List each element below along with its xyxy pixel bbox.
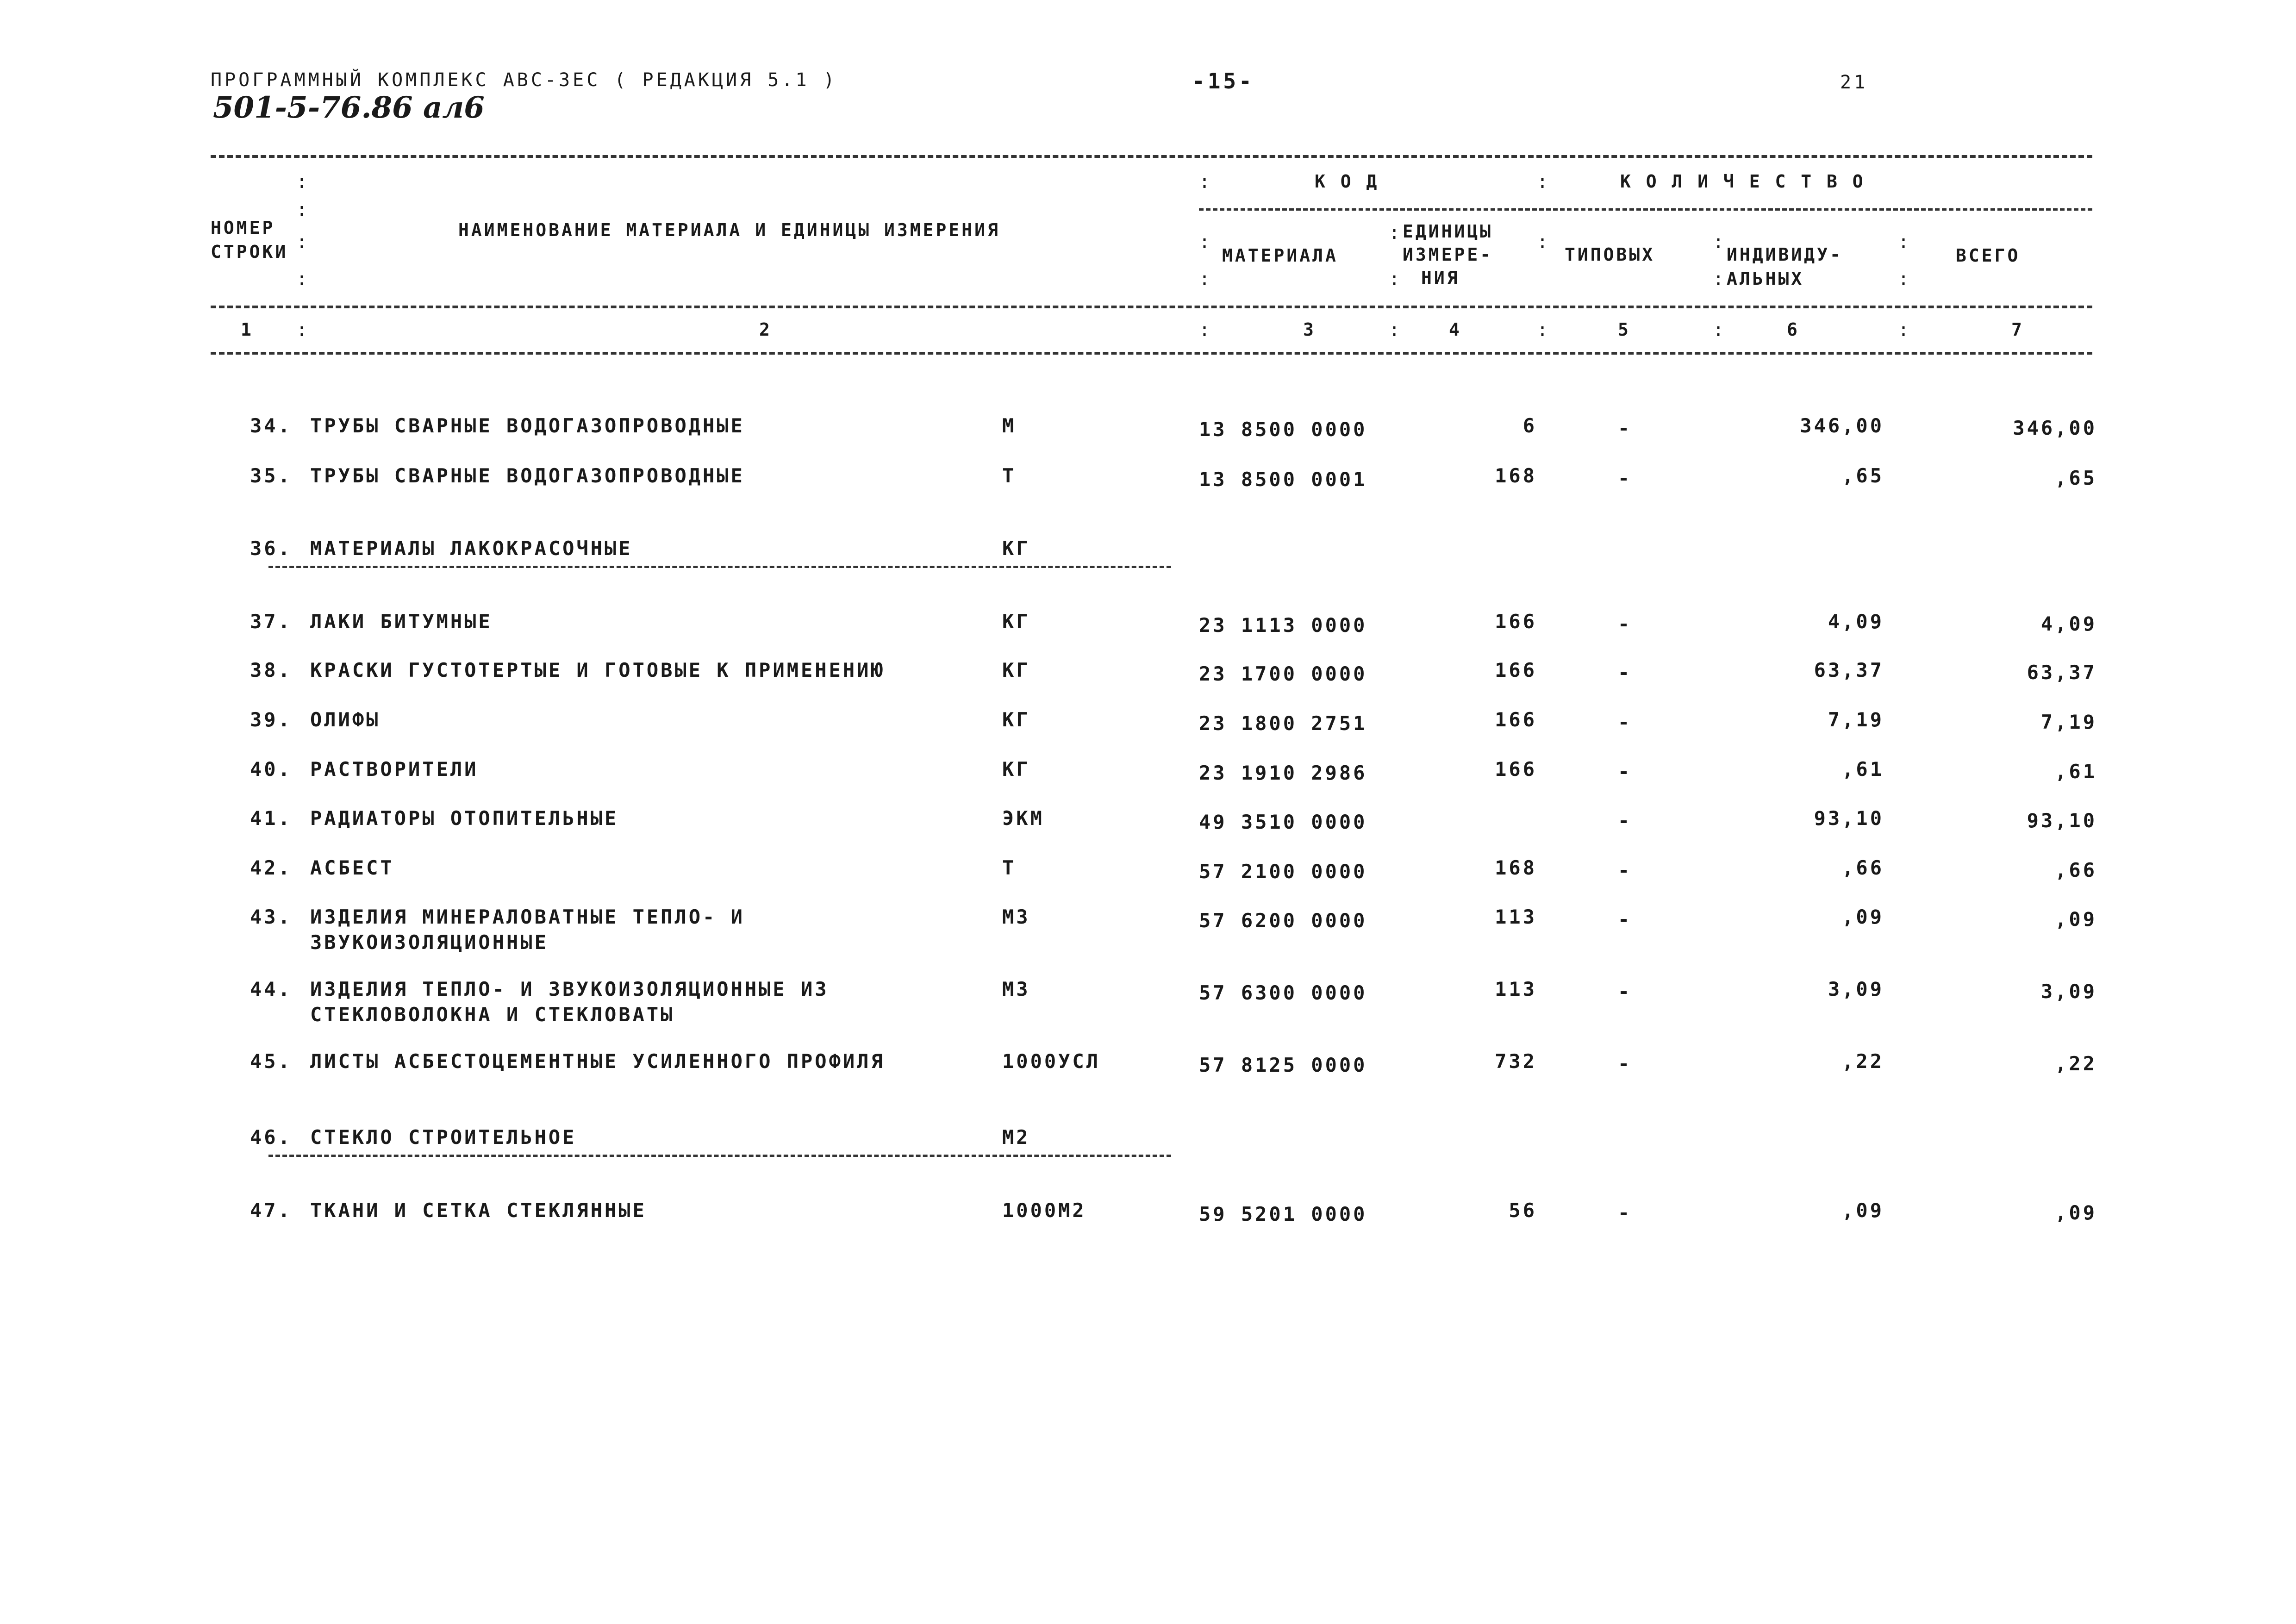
individual-quantity: 3,09 (1828, 978, 1884, 1000)
unit-of-measure: КГ (1002, 537, 1030, 560)
col-separator: : (1199, 231, 1210, 253)
unit-code: 56 (1509, 1199, 1537, 1222)
material-name: ТРУБЫ СВАРНЫЕ ВОДОГАЗОПРОВОДНЫЕ (310, 464, 745, 487)
header-code-unit-2: ИЗМЕРЕ- (1403, 244, 1493, 265)
header-typical: ТИПОВЫХ (1565, 244, 1655, 265)
unit-code: 113 (1495, 906, 1537, 928)
col-separator: : (1537, 319, 1548, 341)
material-code: 13 8500 0001 (1199, 468, 1367, 491)
total-quantity: 7,19 (2040, 711, 2097, 733)
unit-code: 166 (1495, 758, 1537, 781)
header-quantity-group: К О Л И Ч Е С Т В О (1620, 171, 1866, 192)
col-separator: : (1898, 231, 1909, 253)
col-separator: : (296, 231, 308, 253)
material-name-continued: ЗВУКОИЗОЛЯЦИОННЫЕ (310, 931, 549, 954)
material-name: ЛАКИ БИТУМНЫЕ (310, 610, 493, 633)
header-total: ВСЕГО (1956, 245, 2021, 266)
typical-quantity: - (1617, 809, 1632, 832)
total-quantity: 3,09 (2040, 980, 2097, 1003)
row-number: 37. (250, 610, 292, 633)
material-code: 57 8125 0000 (1199, 1054, 1367, 1076)
total-quantity: ,09 (2055, 908, 2097, 931)
typical-quantity: - (1617, 1201, 1632, 1224)
col-separator: : (1199, 269, 1210, 290)
unit-of-measure: М (1002, 414, 1017, 437)
material-name: ТКАНИ И СЕТКА СТЕКЛЯННЫЕ (310, 1199, 647, 1222)
individual-quantity: 4,09 (1828, 610, 1884, 633)
unit-code: 113 (1495, 978, 1537, 1000)
unit-of-measure: КГ (1002, 610, 1030, 633)
row-number: 44. (250, 978, 292, 1000)
row-number: 39. (250, 708, 292, 731)
typical-quantity: - (1617, 661, 1632, 684)
material-name: ИЗДЕЛИЯ ТЕПЛО- И ЗВУКОИЗОЛЯЦИОННЫЕ ИЗ (310, 978, 829, 1000)
header-row-number-2: СТРОКИ (211, 242, 288, 262)
material-name-continued: СТЕКЛОВОЛОКНА И СТЕКЛОВАТЫ (310, 1003, 675, 1026)
material-code: 23 1800 2751 (1199, 712, 1367, 735)
col-separator: : (1199, 171, 1210, 193)
group-underline (268, 1155, 1171, 1157)
row-number: 36. (250, 537, 292, 560)
material-code: 57 6300 0000 (1199, 981, 1367, 1004)
individual-quantity: ,22 (1842, 1050, 1884, 1073)
col-number-7: 7 (2011, 319, 2024, 340)
code-group-rule (1199, 208, 2092, 211)
material-name: ИЗДЕЛИЯ МИНЕРАЛОВАТНЫЕ ТЕПЛО- И (310, 906, 745, 928)
total-quantity: 346,00 (2013, 417, 2097, 439)
material-code: 23 1113 0000 (1199, 614, 1367, 637)
unit-of-measure: 1000М2 (1002, 1199, 1086, 1222)
unit-of-measure: Т (1002, 856, 1017, 879)
col-separator: : (1199, 319, 1210, 341)
col-separator: : (296, 199, 308, 220)
typical-quantity: - (1617, 1052, 1632, 1075)
individual-quantity: 93,10 (1814, 807, 1884, 830)
header-material-name: НАИМЕНОВАНИЕ МАТЕРИАЛА И ЕДИНИЦЫ ИЗМЕРЕНИЯ (458, 220, 1000, 240)
col-number-2: 2 (759, 319, 772, 340)
col-separator: : (1898, 319, 1909, 341)
material-name: РАДИАТОРЫ ОТОПИТЕЛЬНЫЕ (310, 807, 619, 830)
col-separator: : (296, 269, 308, 290)
col-separator: : (1898, 269, 1909, 290)
individual-quantity: ,61 (1842, 758, 1884, 781)
row-number: 35. (250, 464, 292, 487)
col-separator: : (296, 171, 308, 193)
doc-number: 501-5-76.86 ал6 (213, 90, 485, 125)
col-number-4: 4 (1449, 319, 1462, 340)
individual-quantity: ,66 (1842, 856, 1884, 879)
row-number: 46. (250, 1126, 292, 1149)
total-quantity: ,65 (2055, 467, 2097, 489)
header-code-unit-3: НИЯ (1421, 268, 1460, 288)
col-number-6: 6 (1787, 319, 1800, 340)
col-number-5: 5 (1618, 319, 1631, 340)
unit-code: 166 (1495, 708, 1537, 731)
total-quantity: ,61 (2055, 760, 2097, 783)
col-separator: : (1537, 231, 1548, 253)
total-quantity: ,22 (2055, 1052, 2097, 1075)
individual-quantity: 63,37 (1814, 659, 1884, 681)
typical-quantity: - (1617, 711, 1632, 733)
col-number-3: 3 (1303, 319, 1316, 340)
material-name: ТРУБЫ СВАРНЫЕ ВОДОГАЗОПРОВОДНЫЕ (310, 414, 745, 437)
material-name: СТЕКЛО СТРОИТЕЛЬНОЕ (310, 1126, 577, 1149)
material-code: 23 1700 0000 (1199, 662, 1367, 685)
unit-code: 168 (1495, 464, 1537, 487)
unit-code: 732 (1495, 1050, 1537, 1073)
unit-of-measure: ЭКМ (1002, 807, 1044, 830)
total-quantity: ,66 (2055, 859, 2097, 881)
header-row-number-1: НОМЕР (211, 218, 275, 238)
col-separator: : (1713, 319, 1724, 341)
material-name: КРАСКИ ГУСТОТЕРТЫЕ И ГОТОВЫЕ К ПРИМЕНЕНИЮ (310, 659, 885, 681)
material-code: 23 1910 2986 (1199, 762, 1367, 784)
material-code: 13 8500 0000 (1199, 418, 1367, 441)
col-separator: : (296, 319, 308, 341)
unit-code: 166 (1495, 610, 1537, 633)
header-bottom-rule (211, 352, 2092, 355)
header-individual-2: АЛЬНЫХ (1727, 269, 1804, 289)
material-name: ЛИСТЫ АСБЕСТОЦЕМЕНТНЫЕ УСИЛЕННОГО ПРОФИЛЯ (310, 1050, 885, 1073)
unit-of-measure: 1000УСЛ (1002, 1050, 1101, 1073)
material-name: АСБЕСТ (310, 856, 394, 879)
unit-of-measure: Т (1002, 464, 1017, 487)
typical-quantity: - (1617, 417, 1632, 439)
total-quantity: 93,10 (2027, 809, 2097, 832)
header-code-group: К О Д (1315, 171, 1379, 192)
row-number: 43. (250, 906, 292, 928)
material-code: 57 2100 0000 (1199, 860, 1367, 883)
unit-code: 6 (1522, 414, 1537, 437)
material-code: 57 6200 0000 (1199, 909, 1367, 932)
typical-quantity: - (1617, 859, 1632, 881)
header-middle-rule (211, 306, 2092, 308)
col-separator: : (1389, 319, 1400, 341)
col-separator: : (1537, 171, 1548, 193)
individual-quantity: ,65 (1842, 464, 1884, 487)
total-quantity: 63,37 (2027, 661, 2097, 684)
typical-quantity: - (1617, 980, 1632, 1003)
row-number: 34. (250, 414, 292, 437)
unit-of-measure: КГ (1002, 659, 1030, 681)
material-name: МАТЕРИАЛЫ ЛАКОКРАСОЧНЫЕ (310, 537, 633, 560)
page-number: -15- (1192, 69, 1254, 94)
row-number: 47. (250, 1199, 292, 1222)
sheet-number: 21 (1840, 72, 1868, 93)
material-name: ОЛИФЫ (310, 708, 381, 731)
col-separator: : (1713, 231, 1724, 253)
typical-quantity: - (1617, 760, 1632, 783)
row-number: 45. (250, 1050, 292, 1073)
col-separator: : (1389, 222, 1400, 244)
individual-quantity: 346,00 (1800, 414, 1884, 437)
col-separator: : (1389, 269, 1400, 290)
typical-quantity: - (1617, 467, 1632, 489)
unit-of-measure: КГ (1002, 758, 1030, 781)
individual-quantity: ,09 (1842, 1199, 1884, 1222)
row-number: 41. (250, 807, 292, 830)
row-number: 42. (250, 856, 292, 879)
unit-of-measure: М2 (1002, 1126, 1030, 1149)
unit-of-measure: М3 (1002, 906, 1030, 928)
typical-quantity: - (1617, 908, 1632, 931)
col-separator: : (1713, 269, 1724, 290)
header-code-material: МАТЕРИАЛА (1222, 245, 1338, 266)
header-individual-1: ИНДИВИДУ- (1727, 244, 1843, 265)
program-title: ПРОГРАММНЫЙ КОМПЛЕКС АВС-ЗЕС ( РЕДАКЦИЯ 5.1 ) (211, 69, 837, 91)
row-number: 40. (250, 758, 292, 781)
group-underline (268, 566, 1171, 568)
unit-code: 168 (1495, 856, 1537, 879)
unit-of-measure: М3 (1002, 978, 1030, 1000)
unit-code: 166 (1495, 659, 1537, 681)
col-number-1: 1 (241, 319, 254, 340)
header-top-rule (211, 155, 2092, 158)
unit-of-measure: КГ (1002, 708, 1030, 731)
header-code-unit-1: ЕДИНИЦЫ (1403, 221, 1493, 242)
total-quantity: 4,09 (2040, 612, 2097, 635)
row-number: 38. (250, 659, 292, 681)
total-quantity: ,09 (2055, 1201, 2097, 1224)
individual-quantity: 7,19 (1828, 708, 1884, 731)
typical-quantity: - (1617, 612, 1632, 635)
material-code: 59 5201 0000 (1199, 1203, 1367, 1225)
material-name: РАСТВОРИТЕЛИ (310, 758, 479, 781)
material-code: 49 3510 0000 (1199, 811, 1367, 833)
individual-quantity: ,09 (1842, 906, 1884, 928)
